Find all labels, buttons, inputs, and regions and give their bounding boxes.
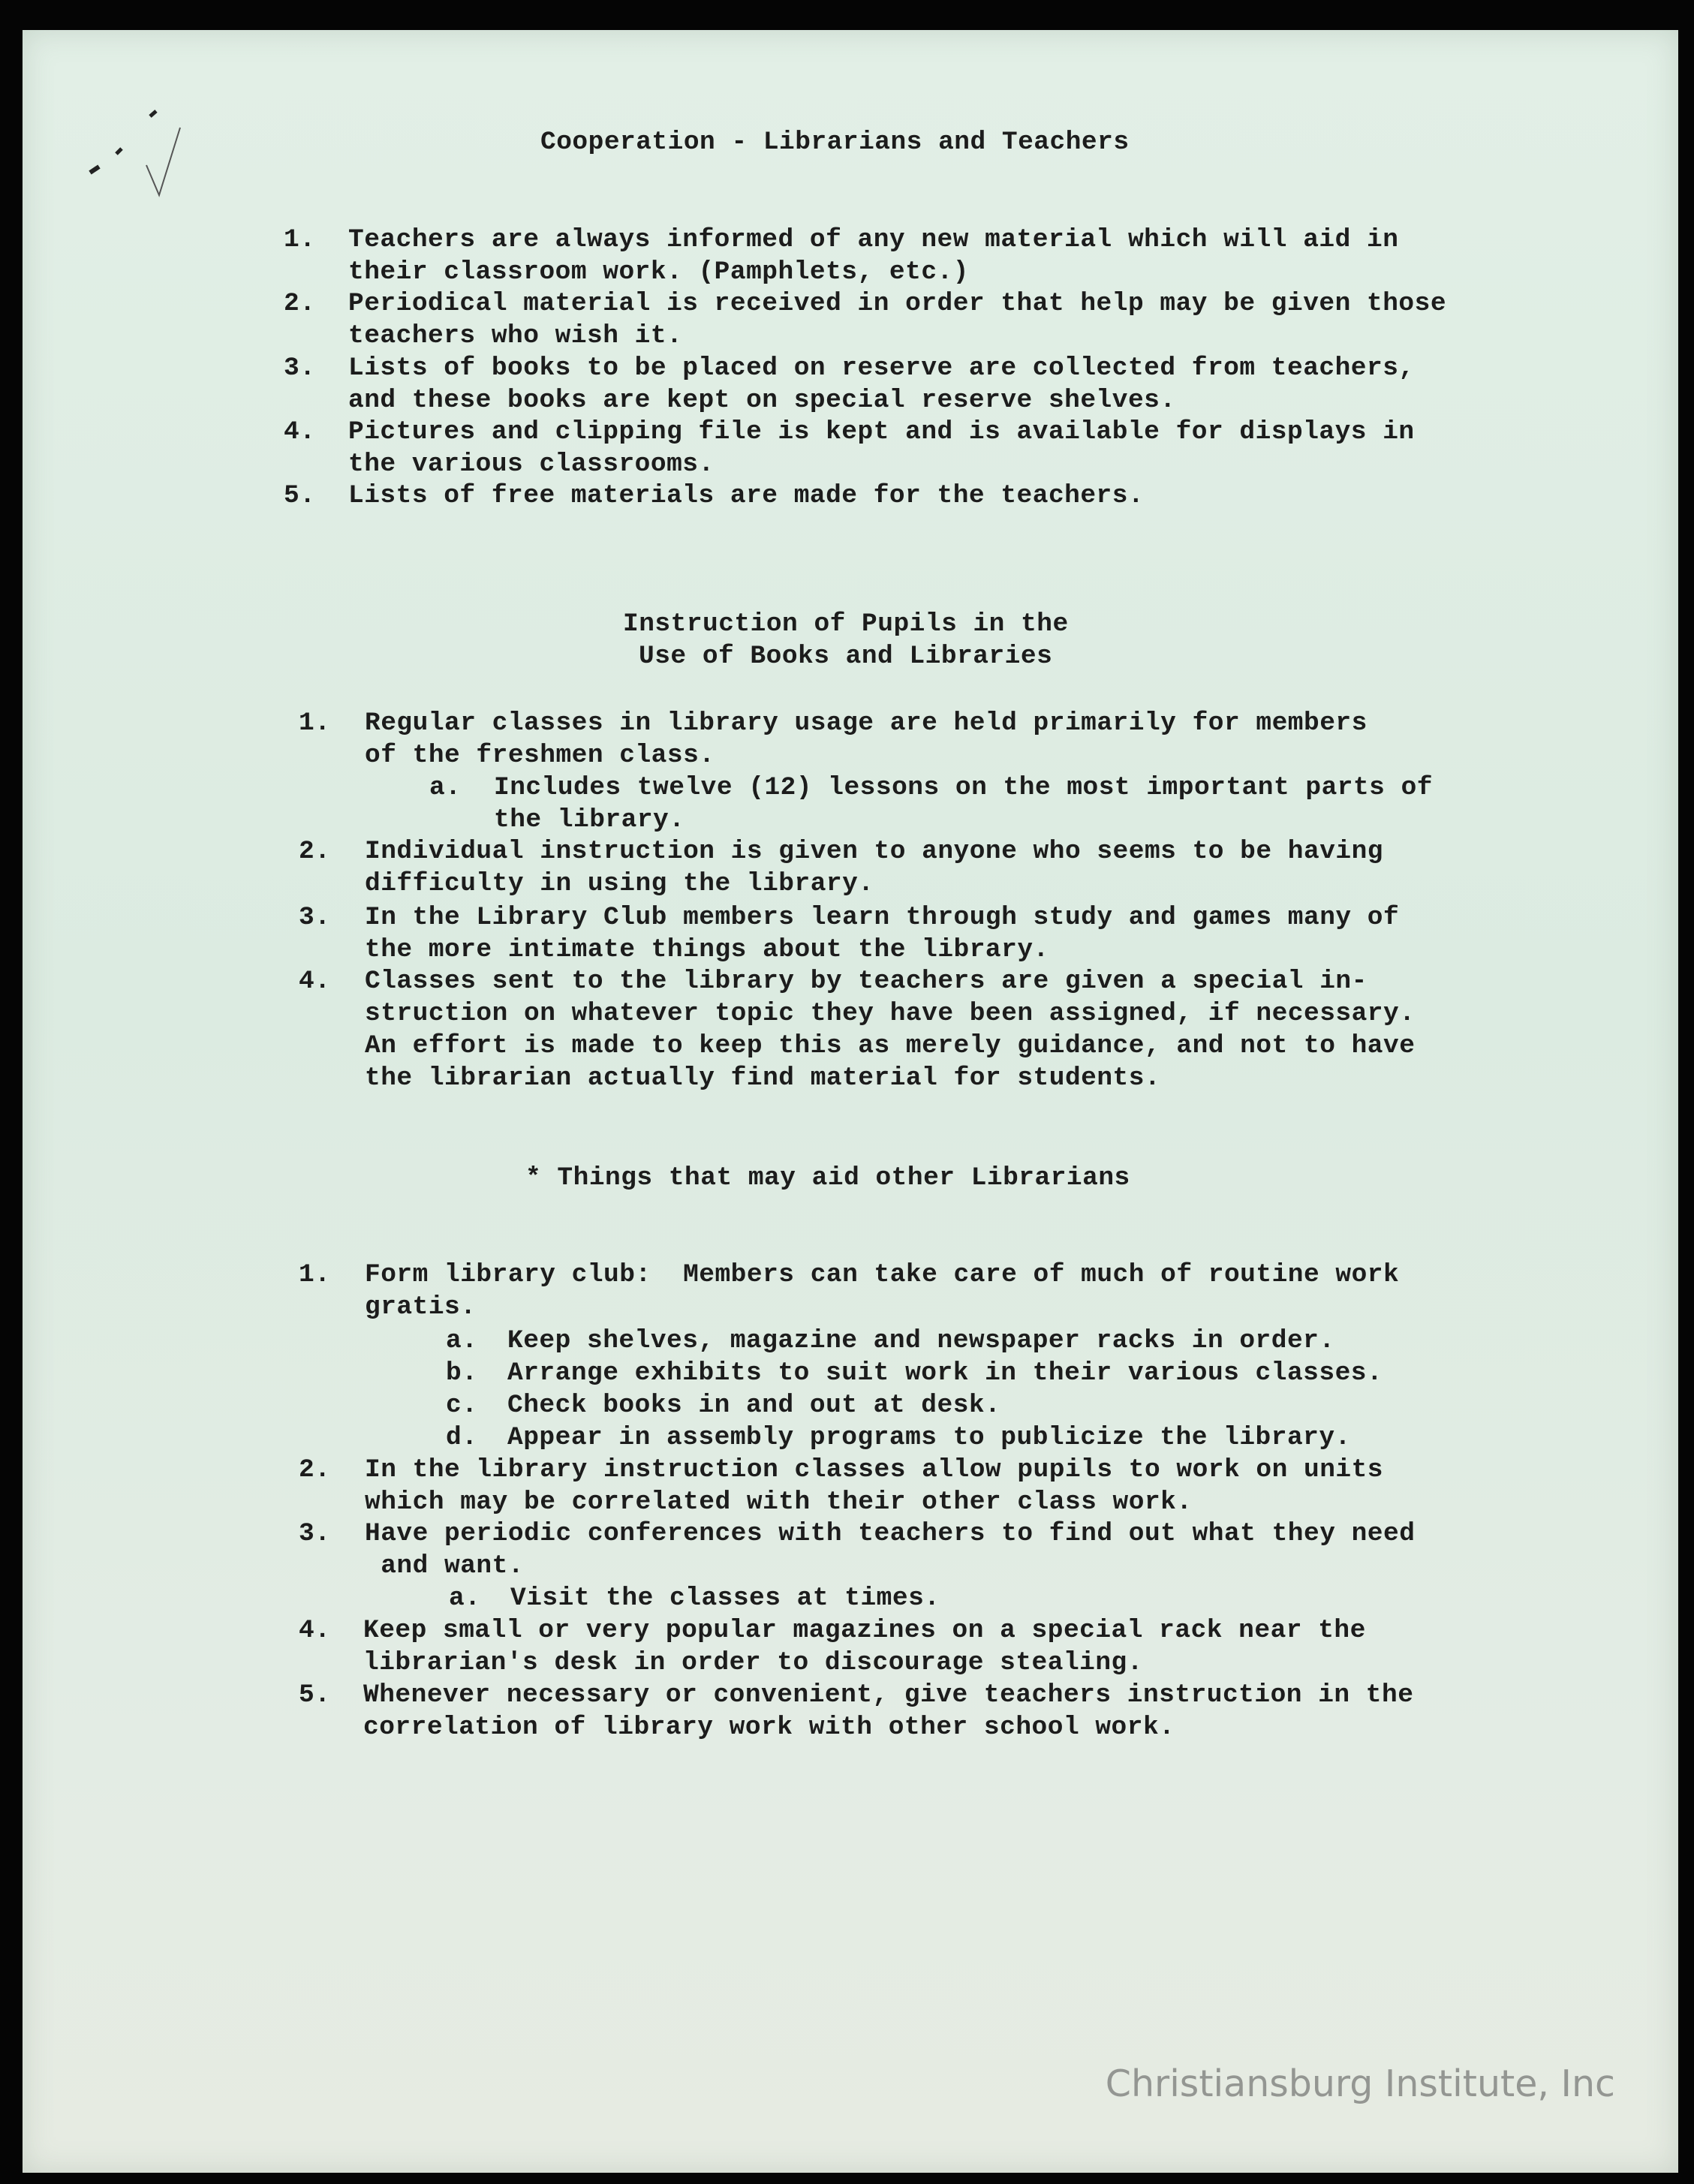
item-letter: b.: [446, 1358, 478, 1388]
item-number: 3.: [299, 1519, 331, 1548]
item-number: 3.: [284, 353, 316, 383]
section-title-things: * Things that may aid other Librarians: [525, 1163, 1130, 1193]
item-text-line: An effort is made to keep this as merely guidance, and not to have: [365, 1031, 1416, 1060]
item-text-line: Arrange exhibits to suit work in their various classes.: [507, 1358, 1383, 1388]
item-letter: a.: [449, 1584, 481, 1613]
section-title-cooperation: Cooperation - Librarians and Teachers: [540, 128, 1130, 157]
item-text-line: Appear in assembly programs to publicize the library.: [507, 1423, 1351, 1452]
item-text-line: difficulty in using the library.: [365, 869, 874, 898]
item-number: 4.: [299, 967, 331, 996]
item-text-line: and these books are kept on special reserve shelves.: [348, 386, 1176, 415]
item-text-line: Keep small or very popular magazines on a special rack near the: [363, 1616, 1366, 1645]
item-letter: a.: [429, 773, 462, 802]
item-text-line: their classroom work. (Pamphlets, etc.): [348, 257, 969, 287]
item-text-line: correlation of library work with other school work.: [363, 1713, 1175, 1742]
item-text-line: librarian's desk in order to discourage stealing.: [363, 1648, 1143, 1677]
item-text-line: Form library club: Members can take care of much of routine work: [365, 1260, 1400, 1289]
section-title-instruction-line2: Use of Books and Libraries: [639, 642, 1053, 671]
item-text-line: Lists of books to be placed on reserve are collected from teachers,: [348, 353, 1415, 383]
item-number: 1.: [299, 1260, 331, 1289]
check-mark-icon: [75, 83, 188, 210]
item-text-line: the more intimate things about the library.: [365, 935, 1049, 964]
watermark: Christiansburg Institute, Inc: [1105, 2062, 1615, 2105]
item-text-line: Check books in and out at desk.: [507, 1391, 1001, 1420]
section-title-instruction: Instruction of Pupils in the: [623, 609, 1069, 639]
item-number: 2.: [299, 837, 331, 866]
item-number: 3.: [299, 903, 331, 932]
item-text-line: In the Library Club members learn through study and games many of: [365, 903, 1400, 932]
item-text-line: struction on whatever topic they have been assigned, if necessary.: [365, 999, 1416, 1028]
item-text-line: of the freshmen class.: [365, 741, 715, 770]
item-number: 4.: [299, 1616, 331, 1645]
item-text-line: teachers who wish it.: [348, 321, 683, 350]
item-letter: a.: [446, 1326, 478, 1355]
item-letter: c.: [446, 1391, 478, 1420]
item-number: 2.: [299, 1455, 331, 1485]
item-text-line: and want.: [365, 1551, 525, 1581]
item-text-line: Pictures and clipping file is kept and is available for displays in: [348, 417, 1415, 447]
item-text-line: Periodical material is received in order that help may be given those: [348, 289, 1447, 318]
item-number: 1.: [299, 708, 331, 738]
item-text-line: Lists of free materials are made for the teachers.: [348, 481, 1145, 510]
item-text-line: Keep shelves, magazine and newspaper racks in order.: [507, 1326, 1335, 1355]
item-number: 5.: [284, 481, 316, 510]
item-text-line: Have periodic conferences with teachers to find out what they need: [365, 1519, 1416, 1548]
item-text-line: the various classrooms.: [348, 450, 715, 479]
item-text-line: gratis.: [365, 1292, 477, 1322]
list-item: [284, 480, 1145, 609]
item-text-line: Regular classes in library usage are held primarily for members: [365, 708, 1368, 738]
item-text-line: the librarian actually find material for students.: [365, 1063, 1161, 1093]
item-text-line: which may be correlated with their other class work.: [365, 1488, 1193, 1517]
item-number: 4.: [284, 417, 316, 447]
item-text-line: Includes twelve (12) lessons on the most important parts of: [494, 773, 1433, 802]
list-item: [299, 1679, 1414, 1840]
item-text-line: Teachers are always informed of any new material which will aid in: [348, 225, 1399, 254]
item-number: 5.: [299, 1680, 331, 1710]
item-text-line: In the library instruction classes allow pupils to work on units: [365, 1455, 1384, 1485]
item-number: 1.: [284, 225, 316, 254]
item-text-line: Whenever necessary or convenient, give teachers instruction in the: [363, 1680, 1414, 1710]
item-text-line: Visit the classes at times.: [510, 1584, 940, 1613]
item-text-line: Classes sent to the library by teachers are given a special in-: [365, 967, 1368, 996]
item-text-line: Individual instruction is given to anyone who seems to be having: [365, 837, 1384, 866]
item-number: 2.: [284, 289, 316, 318]
item-letter: d.: [446, 1423, 478, 1452]
item-text-line: the library.: [494, 805, 685, 835]
